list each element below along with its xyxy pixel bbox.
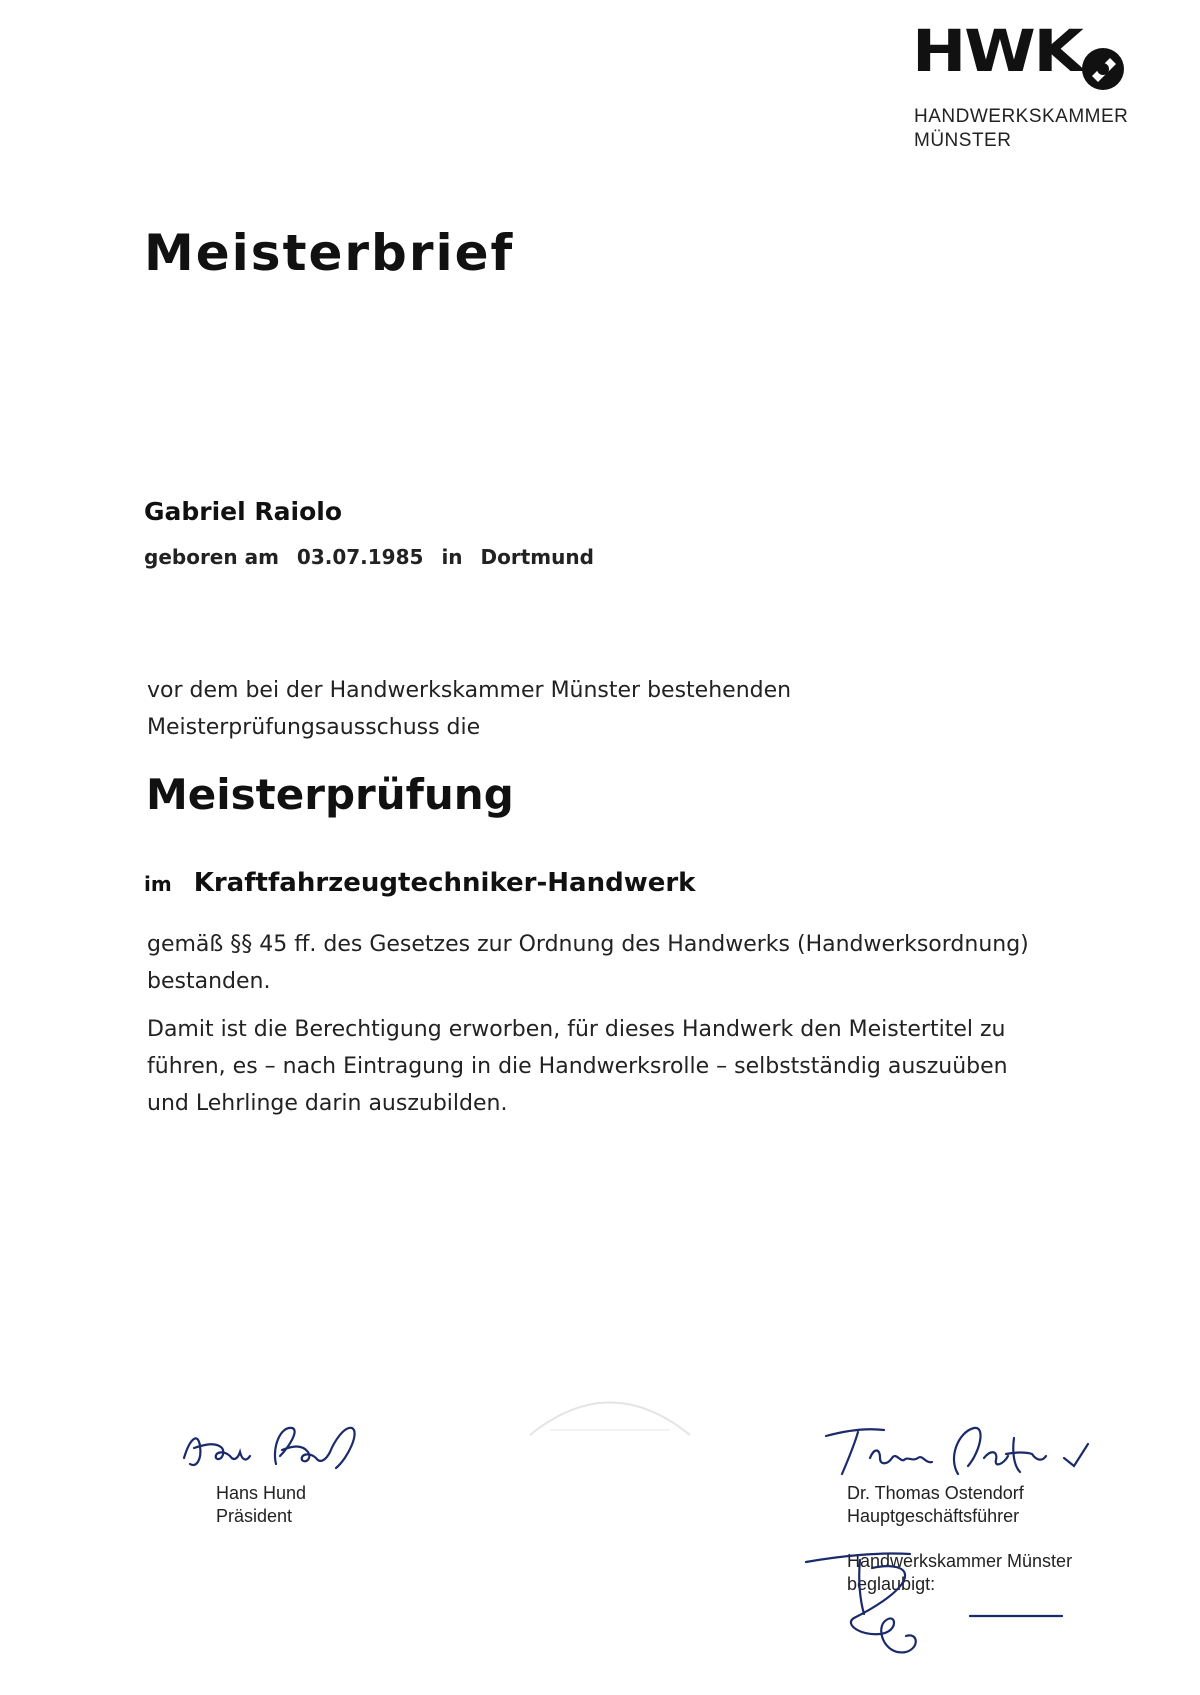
birth-info (144, 545, 612, 569)
rights-line: und Lehrlinge darin auszubilden. (147, 1091, 508, 1116)
hwk-logo-mark-icon (1080, 46, 1126, 92)
rights-line: Damit ist die Berechtigung erworben, für dieses Handwerk den Meistertitel zu (147, 1017, 1006, 1042)
rights-paragraph (147, 1011, 1067, 1122)
recipient-name: Gabriel Raiolo (144, 497, 343, 526)
intro-line: vor dem bei der Handwerkskammer Münster bestehenden (147, 678, 792, 703)
trade-prefix: im (144, 872, 172, 896)
trade-row (144, 868, 695, 898)
signature-thomas-ostendorf-icon (818, 1418, 1098, 1486)
signatory-right-role: Hauptgeschäftsführer (847, 1506, 1020, 1526)
certification-line2: beglaubigt: (847, 1574, 936, 1594)
law-line: bestanden. (147, 969, 271, 994)
law-paragraph (147, 926, 1067, 1000)
certification-initials-icon (800, 1540, 1090, 1675)
intro-paragraph (147, 672, 1047, 746)
embossed-seal-icon (520, 1380, 700, 1440)
trade-name: Kraftfahrzeugtechniker-Handwerk (193, 868, 696, 898)
hwk-wordmark: HWK (912, 17, 1082, 85)
exam-title: Meisterprüfung (146, 770, 514, 819)
birth-place: Dortmund (480, 545, 594, 569)
chamber-name-line2: MÜNSTER (914, 130, 1012, 151)
signatory-left-name: Hans Hund (216, 1483, 307, 1503)
intro-line: Meisterprüfungsausschuss die (147, 715, 481, 740)
rights-line: führen, es – nach Eintragung in die Handwerksrolle – selbstständig auszuüben (147, 1054, 1008, 1079)
in-label: in (441, 545, 463, 569)
born-label: geboren am (144, 545, 279, 569)
signatory-left-role: Präsident (216, 1506, 293, 1526)
law-line: gemäß §§ 45 ff. des Gesetzes zur Ordnung des Handwerks (Handwerksordnung) (147, 932, 1029, 957)
chamber-name-line1: HANDWERKSKAMMER (914, 106, 1129, 127)
document-title: Meisterbrief (144, 224, 515, 282)
certification-line1: Handwerkskammer Münster (847, 1551, 1073, 1571)
birth-date: 03.07.1985 (296, 545, 424, 569)
signature-hans-hund-icon (176, 1418, 366, 1480)
signatory-right-name: Dr. Thomas Ostendorf (847, 1483, 1024, 1503)
